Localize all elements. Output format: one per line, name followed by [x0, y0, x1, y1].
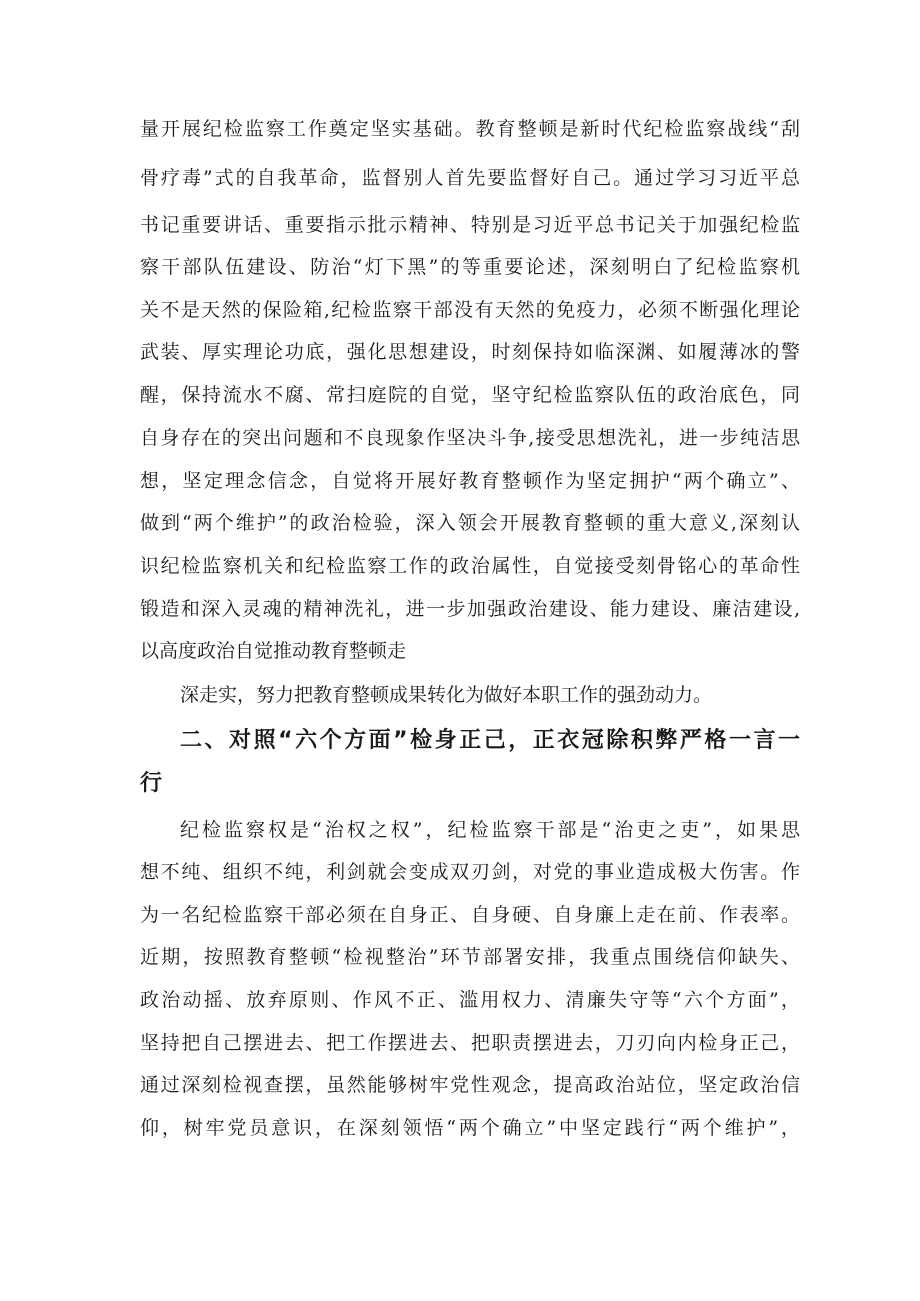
body-text-line: 近期，按照教育整顿“检视整治”环节部署安排，我重点围绕信仰缺失、 [140, 946, 800, 968]
body-text-line: 纪检监察权是“治权之权”，纪检监察干部是“治吏之吏”，如果思 [180, 819, 800, 841]
section-heading-continued: 行 [140, 771, 163, 796]
body-text-line: 识纪检监察机关和纪检监察工作的政治属性，自觉接受刻骨铭心的革命性 [140, 555, 800, 577]
body-text-line: 骨疗毒”式的自我革命，监督别人首先要监督好自己。通过学习习近平总 [140, 167, 800, 189]
body-text-line: 量开展纪检监察工作奠定坚实基础。教育整顿是新时代纪检监察战线“刮 [140, 118, 800, 140]
body-text-line: 想不纯、组织不纯，利剑就会变成双刃剑，对党的事业造成极大伤害。作 [140, 861, 800, 883]
body-text-line: 政治动摇、放弃原则、作风不正、滥用权力、清廉失守等“六个方面”， [140, 989, 800, 1011]
body-text-line: 深走实，努力把教育整顿成果转化为做好本职工作的强劲动力。 [180, 684, 713, 706]
body-text-line: 通过深刻检视查摆，虽然能够树牢党性观念，提高政治站位，坚定政治信 [140, 1074, 800, 1096]
body-text-line: 自身存在的突出问题和不良现象作坚决斗争,接受思想洗礼，进一步纯洁思 [140, 427, 800, 449]
body-text-line: 关不是天然的保险箱,纪检监察干部没有天然的免疫力，必须不断强化理论 [140, 299, 800, 321]
body-text-line: 做到“两个维护”的政治检验，深入领会开展教育整顿的重大意义,深刻认 [140, 512, 800, 534]
body-text-line: 醒，保持流水不腐、常扫庭院的自觉，坚守纪检监察队伍的政治底色，同 [140, 384, 800, 406]
body-text-line: 察干部队伍建设、防治“灯下黑”的等重要论述，深刻明白了纪检监察机 [140, 256, 800, 278]
body-text-line: 想，坚定理念信念，自觉将开展好教育整顿作为坚定拥护“两个确立”、 [140, 470, 800, 492]
body-text-line: 坚持把自己摆进去、把工作摆进去、把职责摆进去，刀刃向内检身正己， [140, 1032, 800, 1054]
body-text-line: 书记重要讲话、重要指示批示精神、特别是习近平总书记关于加强纪检监 [140, 214, 800, 236]
body-text-line: 武装、厚实理论功底，强化思想建设，时刻保持如临深渊、如履薄冰的警 [140, 341, 800, 363]
body-text-line: 为一名纪检监察干部必须在自身正、自身硬、自身廉上走在前、作表率。 [140, 904, 800, 926]
section-heading: 二、对照“六个方面”检身正己，正衣冠除积弊严格一言一 [180, 728, 800, 753]
body-text-line: 以高度政治自觉推动教育整顿走 [140, 640, 407, 662]
body-text-line: 锻造和深入灵魂的精神洗礼，进一步加强政治建设、能力建设、廉洁建设, [140, 598, 800, 620]
body-text-line: 仰，树牢党员意识，在深刻领悟“两个确立”中坚定践行“两个维护”， [140, 1117, 800, 1139]
